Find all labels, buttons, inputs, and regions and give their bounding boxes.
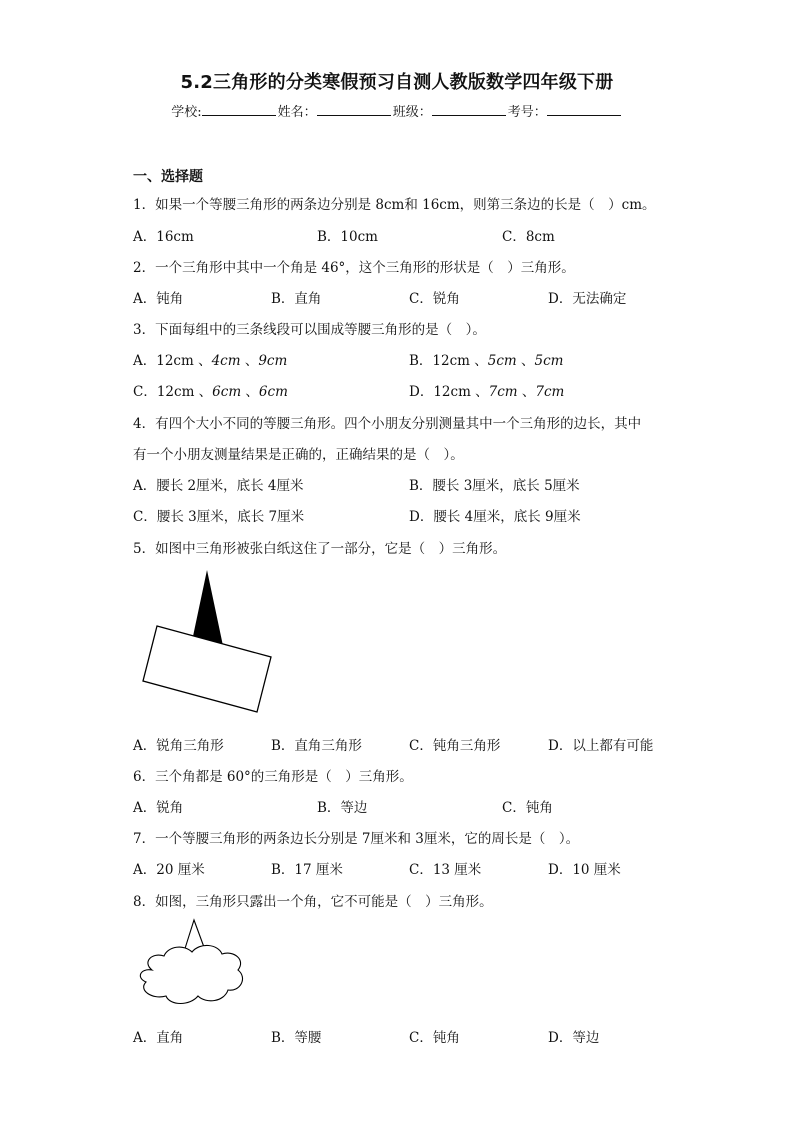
q3-a-part1: A．12cm 、 <box>133 353 212 369</box>
q7-option-a[interactable]: A．20 厘米 <box>133 862 205 878</box>
question-7: 7．一个等腰三角形的两条边长分别是 7厘米和 3厘米，它的周长是（ ）。 <box>133 831 580 847</box>
question-1: 1．如果一个等腰三角形的两条边分别是 8cm和 16cm，则第三条边的长是（ ）cm。 <box>133 197 656 213</box>
q3-option-a[interactable] <box>133 349 287 369</box>
q7-option-d[interactable]: D．10 厘米 <box>548 862 621 878</box>
q3-d-part3: 、 <box>517 384 536 400</box>
class-label: 班级： <box>392 105 432 120</box>
q3-d-part1: D．12cm 、 <box>409 384 489 400</box>
school-blank[interactable] <box>202 101 276 116</box>
q3-a-part4: 9cm <box>258 353 288 369</box>
q3-b-part1: B．12cm 、 <box>409 353 488 369</box>
q2-option-a[interactable]: A．钝角 <box>133 291 184 307</box>
page-title: 5.2三角形的分类寒假预习自测人教版数学四年级下册 <box>180 72 614 93</box>
q6-option-c[interactable]: C．钝角 <box>502 800 553 816</box>
q2-option-d[interactable]: D．无法确定 <box>548 291 627 307</box>
q3-b-part2: 5cm <box>487 353 517 369</box>
class-blank[interactable] <box>432 101 506 116</box>
q3-c-part3: 、 <box>241 384 259 400</box>
student-info-row <box>0 101 794 120</box>
question-3: 3．下面每组中的三条线段可以围成等腰三角形的是（ ）。 <box>133 322 486 338</box>
q8-figure <box>130 918 250 1018</box>
q5-option-c[interactable]: C．钝角三角形 <box>409 738 501 754</box>
q8-option-b[interactable]: B．等腰 <box>271 1030 322 1046</box>
q3-d-part2: 7cm <box>488 384 518 400</box>
q5-option-a[interactable]: A．锐角三角形 <box>133 738 224 754</box>
q8-option-d[interactable]: D．等边 <box>548 1030 600 1046</box>
q5-option-b[interactable]: B．直角三角形 <box>271 738 362 754</box>
q3-option-b[interactable] <box>409 349 563 369</box>
q4-option-b[interactable]: B．腰长 3厘米，底长 5厘米 <box>409 478 580 494</box>
q3-option-c[interactable] <box>133 380 288 400</box>
q3-c-part2: 6cm <box>212 384 242 400</box>
q3-c-part4: 6cm <box>258 384 288 400</box>
section-title: 一、选择题 <box>133 169 203 185</box>
question-8: 8．如图，三角形只露出一个角，它不可能是（ ）三角形。 <box>133 894 493 910</box>
q6-option-a[interactable]: A．锐角 <box>133 800 184 816</box>
exam-no-label: 考号： <box>507 105 547 120</box>
q1-option-c[interactable]: C．8cm <box>502 229 555 245</box>
q8-option-a[interactable]: A．直角 <box>133 1030 184 1046</box>
exam-no-blank[interactable] <box>547 101 621 116</box>
q4-option-c[interactable]: C．腰长 3厘米，底长 7厘米 <box>133 509 305 525</box>
school-label: 学校: <box>171 105 202 120</box>
q8-option-c[interactable]: C．钝角 <box>409 1030 460 1046</box>
q3-b-part3: 、 <box>516 353 535 369</box>
q5-option-d[interactable]: D．以上都有可能 <box>548 738 654 754</box>
q3-option-d[interactable] <box>409 380 564 400</box>
name-label: 姓名： <box>277 105 317 120</box>
q7-option-b[interactable]: B．17 厘米 <box>271 862 343 878</box>
question-6: 6．三个角都是 60°的三角形是（ ）三角形。 <box>133 769 413 785</box>
q4-option-d[interactable]: D．腰长 4厘米，底长 9厘米 <box>409 509 581 525</box>
question-2: 2．一个三角形中其中一个角是 46°，这个三角形的形状是（ ）三角形。 <box>133 260 575 276</box>
q7-option-c[interactable]: C．13 厘米 <box>409 862 482 878</box>
q3-a-part2: 4cm <box>211 353 241 369</box>
q8-cloud <box>140 945 242 1003</box>
q5-figure <box>140 568 280 718</box>
q3-b-part4: 5cm <box>534 353 564 369</box>
q2-option-c[interactable]: C．锐角 <box>409 291 460 307</box>
question-4-line-1: 4．有四个大小不同的等腰三角形。四个小朋友分别测量其中一个三角形的边长，其中 <box>133 416 642 432</box>
name-blank[interactable] <box>317 101 391 116</box>
q3-d-part4: 7cm <box>535 384 565 400</box>
q6-option-b[interactable]: B．等边 <box>317 800 368 816</box>
q3-c-part1: C．12cm 、 <box>133 384 213 400</box>
q4-option-a[interactable]: A．腰长 2厘米，底长 4厘米 <box>133 478 304 494</box>
q1-option-a[interactable]: A．16cm <box>133 229 194 245</box>
question-5: 5．如图中三角形被张白纸这住了一部分，它是（ ）三角形。 <box>133 541 507 557</box>
q1-option-b[interactable]: B．10cm <box>317 229 378 245</box>
q3-a-part3: 、 <box>240 353 259 369</box>
q2-option-b[interactable]: B．直角 <box>271 291 322 307</box>
question-4-line-2: 有一个小朋友测量结果是正确的，正确结果的是（ ）。 <box>133 447 464 463</box>
